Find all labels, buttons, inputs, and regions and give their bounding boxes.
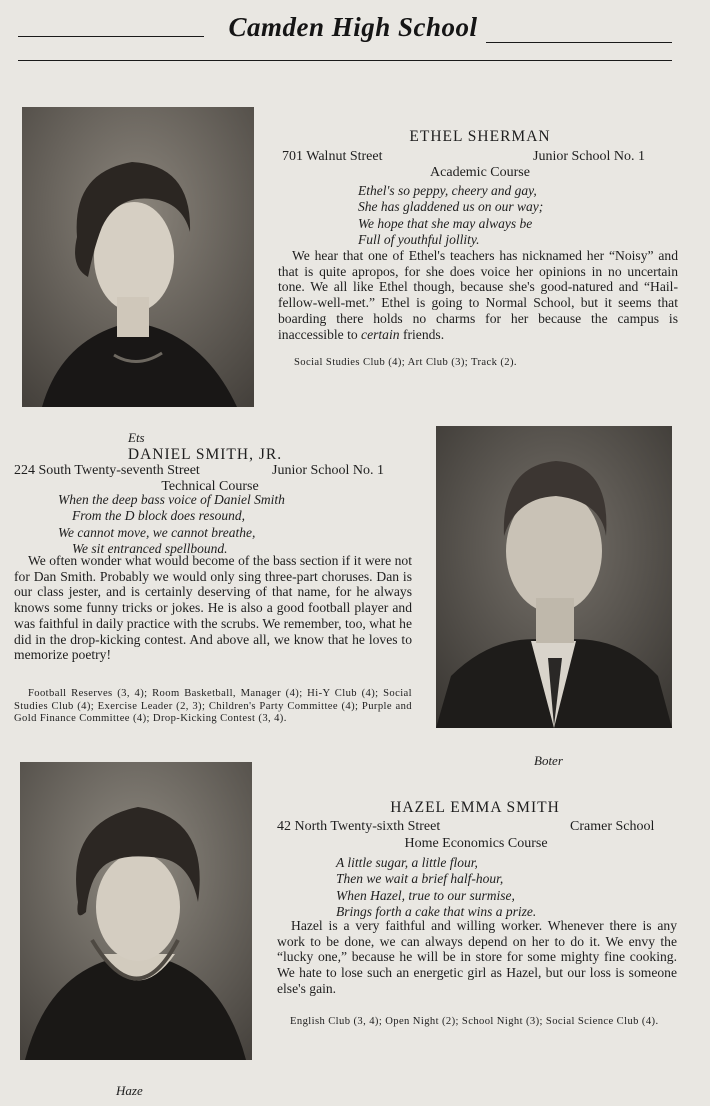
student-verse	[58, 492, 285, 558]
student-name: ETHEL SHERMAN	[409, 128, 551, 145]
bio-emphasis: certain	[361, 326, 400, 342]
verse-line: We hope that she may always be	[358, 215, 533, 231]
header-rule-right	[486, 42, 672, 43]
student-bio	[278, 248, 678, 342]
student-activities: English Club (3, 4); Open Night (2); School Night (3); Social Science Club (4).	[290, 1016, 659, 1027]
bio-text: We hear that one of Ethel's teachers has nicknamed her “Noisy” and that is quite apropos, for she does voice her opinions in no uncertain tone. We all like Ethel though, because she's good-natured and “Hail-fellow-well-met.” Ethel is going to Normal School, but it seems that boarding there holds no charms for her because the campus is inaccessible to	[278, 248, 678, 342]
student-bio	[14, 553, 412, 663]
student-course: Academic Course	[430, 165, 530, 180]
student-bio	[277, 918, 677, 997]
verse-line: Full of youthful jollity.	[358, 232, 480, 248]
student-name: HAZEL EMMA SMITH	[390, 799, 560, 816]
bio-text-end: friends.	[399, 326, 445, 342]
verse-line: Ethel's so peppy, cheery and gay,	[358, 183, 537, 198]
student-verse	[358, 183, 543, 249]
verse-line: Brings forth a cake that wins a prize.	[336, 904, 537, 920]
portrait-ethel-sherman	[22, 107, 254, 407]
verse-line: We cannot move, we cannot breathe,	[58, 524, 256, 540]
nickname: Ets	[128, 430, 145, 445]
verse-line: When the deep bass voice of Daniel Smith	[58, 492, 285, 507]
photo-caption: Boter	[534, 753, 563, 768]
student-school: Cramer School	[570, 819, 655, 834]
verse-line: When Hazel, true to our surmise,	[336, 887, 515, 903]
verse-line: We sit entranced spellbound.	[72, 541, 228, 557]
bio-text: We often wonder what would become of the bass section if it were not for Dan Smith. Probably we would only sing three-part choruses. Dan is our class jester, and is certainly deserving of that name, for he always knows some funny tricks or jokes. He is also a good football player and was faithful in daily practice with the scrubs. We remember, too, what he did in the drop-kicking contest. And above all, we know that he loves to memorize poetry!	[14, 553, 412, 663]
portrait-hazel-smith	[20, 762, 252, 1060]
header-rule-bottom	[18, 60, 672, 61]
student-address: 701 Walnut Street	[282, 149, 383, 164]
verse-line: A little sugar, a little flour,	[336, 855, 478, 870]
student-activities: Football Reserves (3, 4); Room Basketball, Manager (4); Hi-Y Club (4); Social Studies Club (4); Exercise Leader (2, 3); Children's Party Committee (4); Purple and Gold Finance Committee (4); Drop-Kicking Contest (3, 4).	[14, 688, 412, 724]
student-activities: Social Studies Club (4); Art Club (3); Track (2).	[294, 357, 517, 368]
bio-text: Hazel is a very faithful and willing worker. Whenever there is any work to be done, we can always depend on her to do it. We envy the “lucky one,” because he will be in store for some mighty fine cooking. We hate to lose such an energetic girl as Hazel, but our loss is someone else's gain.	[277, 918, 677, 996]
student-course: Technical Course	[161, 479, 259, 494]
student-course: Home Economics Course	[404, 836, 548, 851]
student-verse	[336, 855, 536, 921]
student-address: 224 South Twenty-seventh Street	[14, 463, 200, 478]
verse-line: From the D block does resound,	[72, 508, 245, 524]
verse-line: Then we wait a brief half-hour,	[336, 871, 504, 887]
header-rule-left	[18, 36, 204, 37]
photo-caption: Haze	[116, 1083, 143, 1098]
verse-line: She has gladdened us on our way;	[358, 199, 544, 215]
portrait-daniel-smith	[436, 426, 672, 728]
page-header-title: Camden High School	[228, 12, 478, 42]
student-address: 42 North Twenty-sixth Street	[277, 819, 441, 834]
student-school: Junior School No. 1	[533, 149, 645, 164]
student-school: Junior School No. 1	[272, 463, 384, 478]
student-name: DANIEL SMITH, JR.	[127, 446, 283, 463]
